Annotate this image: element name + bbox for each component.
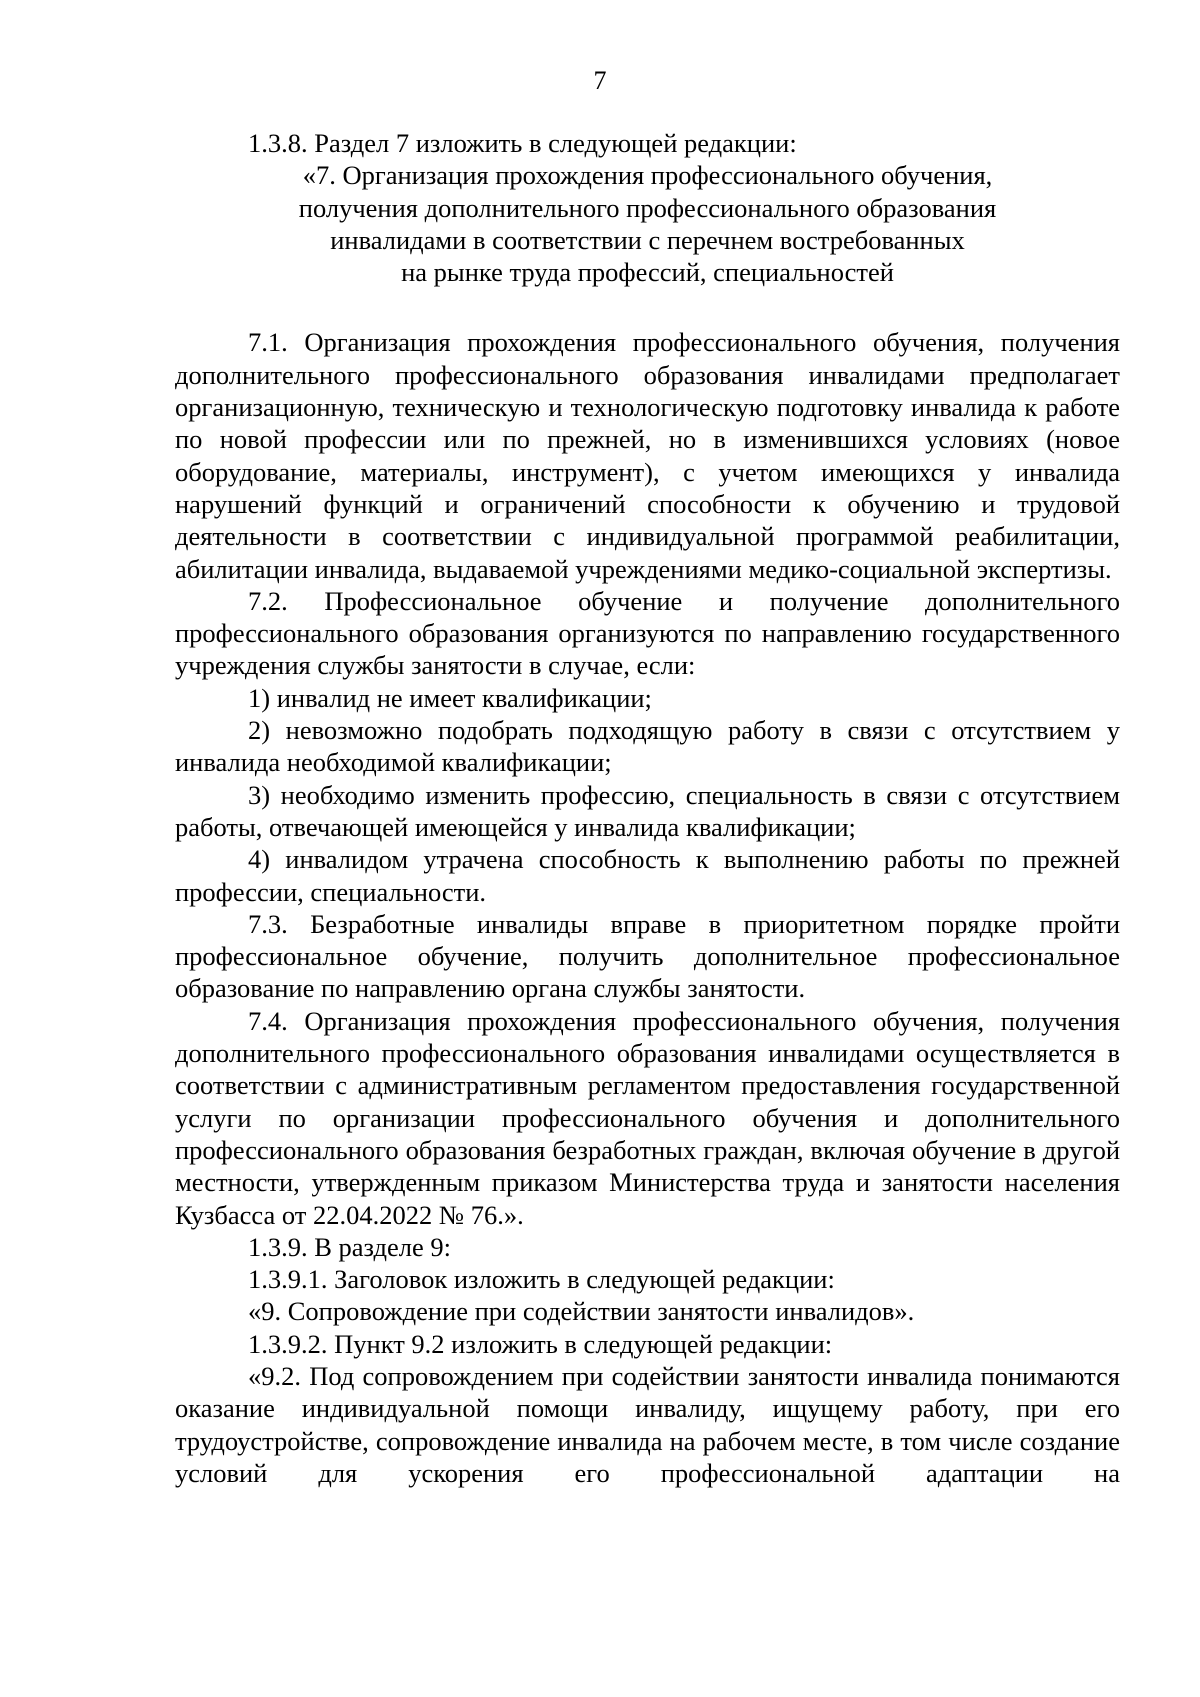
spacer (175, 288, 1120, 326)
list-item-2: 2) невозможно подобрать подходящую работу в связи с отсутствием у инвалида необходимой квалификации; (175, 715, 1120, 778)
document-body (175, 127, 1120, 1489)
item-1-3-9: 1.3.9. В разделе 9: (248, 1231, 452, 1262)
paragraph-7-2: 7.2. Профессиональное обучение и получение дополнительного профессионального образования организуются по направлению государственного учреждения службы занятости в случае, если: (175, 585, 1120, 681)
paragraph-7-1: 7.1. Организация прохождения профессионального обучения, получения дополнительного профессионального образования инвалидами предполагает организационную, техническую и технологическую подготовку инвалида к работе по новой профессии или по прежней, но в изменившихся условиях (новое оборудование, материалы, инструмент), с учетом имеющихся у инвалида нарушений функций и ограничений способности к обучению и трудовой деятельности в соответствии с индивидуальной программой реабилитации, абилитации инвалида, выдаваемой учреждениями медико-социальной экспертизы. (175, 327, 1120, 584)
section-9-heading: «9. Сопровождение при содействии занятости инвалидов». (248, 1296, 915, 1327)
paragraph-9-2: «9.2. Под сопровождением при содействии занятости инвалида понимаются оказание индивидуальной помощи инвалиду, ищущему работу, при его трудоустройстве, сопровождение инвалида на рабочем месте, в том числе создание условий для ускорения его профессиональной адаптации на (175, 1360, 1120, 1488)
paragraph-7-3: 7.3. Безработные инвалиды вправе в приоритетном порядке пройти профессиональное обучение, получить дополнительное профессиональное образование по направлению органа службы занятости. (175, 908, 1120, 1004)
item-1-3-9-1: 1.3.9.1. Заголовок изложить в следующей редакции: (248, 1264, 835, 1295)
item-1-3-8: 1.3.8. Раздел 7 изложить в следующей редакции: (248, 128, 797, 158)
list-item-3: 3) необходимо изменить профессию, специальность в связи с отсутствием работы, отвечающей имеющейся у инвалида квалификации; (175, 779, 1120, 842)
section-7-heading-line: «7. Организация прохождения профессионального обучения, (302, 160, 993, 191)
list-item-1: 1) инвалид не имеет квалификации; (248, 682, 652, 713)
section-7-heading-line: инвалидами в соответствии с перечнем востребованных (330, 224, 965, 255)
section-7-heading (175, 159, 1120, 288)
section-7-heading-line: на рынке труда профессий, специальностей (401, 257, 894, 288)
page-number: 7 (593, 66, 607, 95)
item-1-3-9-2: 1.3.9.2. Пункт 9.2 изложить в следующей редакции: (248, 1328, 833, 1359)
paragraph-7-4: 7.4. Организация прохождения профессионального обучения, получения дополнительного профессионального образования инвалидами осуществляется в соответствии с административным регламентом предоставления государственной услуги по организации профессионального обучения и дополнительного профессионального образования безработных граждан, включая обучение в другой местности, утвержденным приказом Министерства труда и занятости населения Кузбасса от 22.04.2022 № 76.». (175, 1005, 1120, 1230)
list-item-4: 4) инвалидом утрачена способность к выполнению работы по прежней профессии, специальности. (175, 844, 1120, 907)
section-7-heading-line: получения дополнительного профессионального образования (298, 192, 997, 223)
